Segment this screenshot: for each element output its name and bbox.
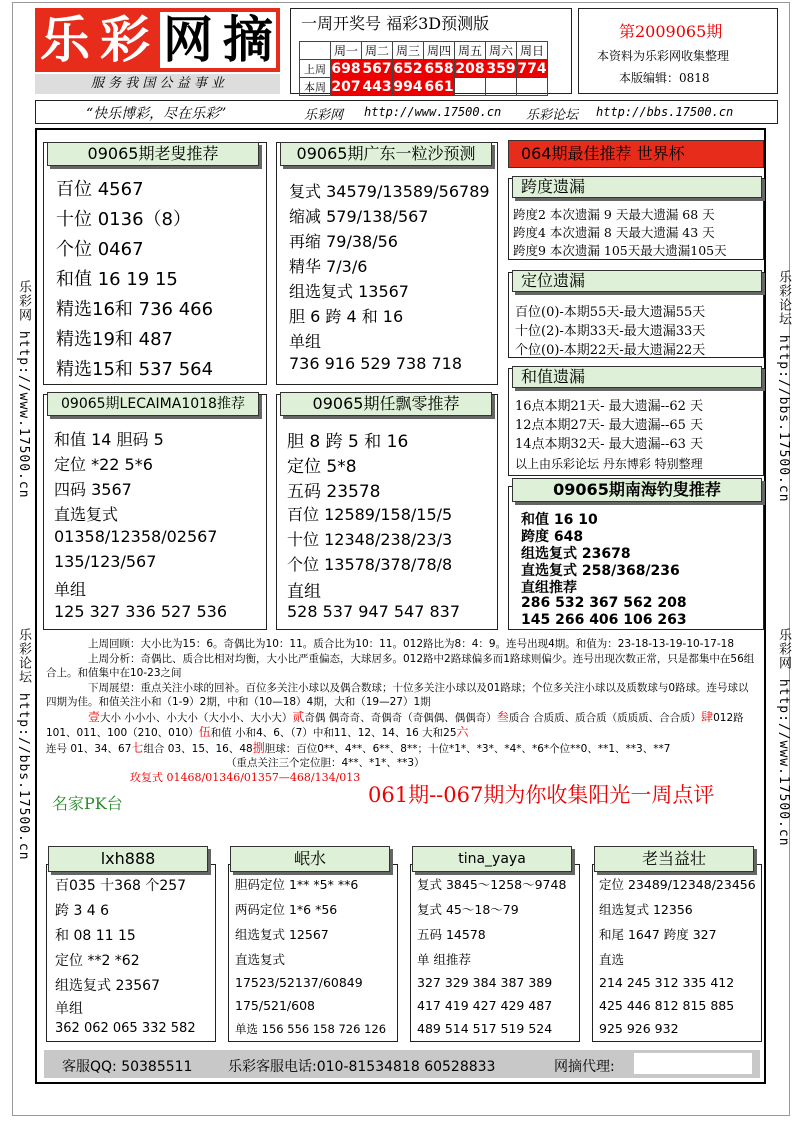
pk-line: 327 329 384 387 389 <box>417 975 553 990</box>
agent-field[interactable] <box>634 1053 752 1074</box>
pk-line: 425 446 812 815 885 <box>599 998 735 1013</box>
pk-line: 跨 3 4 6 <box>55 903 110 919</box>
pk-section-title: 名家PK台 <box>52 794 123 813</box>
pk-name-lxh888: lxh888 <box>48 846 208 872</box>
day-header: 周二 <box>362 42 393 60</box>
slogan <box>35 74 280 94</box>
outlook-detail <box>46 710 758 741</box>
footer-agent: 网摘代理: <box>554 1059 615 1075</box>
laosou-line: 百位 4567 <box>56 179 144 200</box>
side-text-left-bottom: 乐彩论坛 http://bbs.17500.cn <box>16 628 31 861</box>
lecaima-line: 四码 3567 <box>54 480 132 499</box>
forum-label[interactable]: 乐彩论坛 <box>526 108 579 123</box>
pk-line: 复式 3845～1258～9748 <box>417 877 567 892</box>
pk-col-lxh888 <box>46 864 216 1042</box>
marker-2: 贰 <box>292 709 305 724</box>
pk-col-laodang <box>592 864 762 1042</box>
kuadu-line: 跨度4 本次遗漏 8 天最大遗漏 43 天 <box>513 225 715 240</box>
guangdong-line: 再缩 79/38/56 <box>289 232 398 251</box>
guangdong-line: 精华 7/3/6 <box>289 257 368 276</box>
editor: 本版编辑：0818 <box>619 71 710 85</box>
outlook-focus: （重点关注三个定位胆：4**、*1*、**3） <box>226 757 425 769</box>
outlook-lianhao: 连号 01、34、67 <box>46 742 132 755</box>
nanhai-line: 145 266 406 106 263 <box>521 612 687 628</box>
footer-phone: 乐彩客服电话:010-81534818 60528833 <box>228 1059 496 1075</box>
renpiao-line: 十位 12348/238/23/3 <box>287 530 453 549</box>
pk-line: 组选复式 12567 <box>235 927 329 942</box>
laosou-line: 精选16和 736 466 <box>56 299 214 320</box>
marker-7: 七 <box>131 740 144 755</box>
draw-number: 652 <box>393 60 423 77</box>
site-url[interactable]: http://www.17500.cn <box>364 105 502 119</box>
row-label: 本周 <box>300 78 331 96</box>
marker-8: 捌 <box>252 740 265 755</box>
day-header: 周三 <box>393 42 424 60</box>
renpiao-line: 五码 23578 <box>287 482 381 502</box>
hezhi-line: 16点本期21天- 最大遗漏--62 天 <box>515 399 704 414</box>
pk-banner: 061期--067期为你收集阳光一周点评 <box>368 783 715 807</box>
marker-6: 六 <box>456 725 469 739</box>
guangdong-line: 736 916 529 738 718 <box>289 354 463 373</box>
dingwei-line: 十位(2)-本期33天-最大遗漏33天 <box>515 324 706 339</box>
hezhi-title: 和值遗漏 <box>512 366 762 388</box>
draw-number: 994 <box>393 78 423 95</box>
day-header: 周五 <box>455 42 486 60</box>
logo-char-1: 乐 <box>40 11 90 69</box>
laosou-line: 十位 0136（8） <box>56 209 191 230</box>
outlook-jiou: 奇偶 偶奇奇、奇偶奇（奇偶偶、偶偶奇） <box>304 711 497 724</box>
analysis-text: 上周分析：奇偶比、质合比相对均衡，大小比严重偏态，大球居多。012路中2路球偏多而1路球则偏少。连号出现次数正常，只是都集中在56组合上。和值集中在10-23之间 <box>46 652 755 679</box>
draw-number: 207 <box>331 78 361 95</box>
pk-line: 定位 **2 *62 <box>55 953 140 969</box>
nanhai-box <box>508 486 764 630</box>
pk-col-tina <box>410 864 580 1042</box>
marker-3: 叁 <box>496 709 509 724</box>
weekly-draw-panel <box>290 8 572 94</box>
draw-number: 658 <box>424 60 454 77</box>
row-label: 上周 <box>300 60 331 78</box>
renpiao-line: 528 537 947 547 837 <box>287 602 461 621</box>
kuadu-line: 跨度2 本次遗漏 9 天最大遗漏 68 天 <box>513 207 715 222</box>
draw-number: 567 <box>362 60 392 77</box>
pk-line: 17523/52137/60849 <box>235 975 363 990</box>
kuadu-title: 跨度遗漏 <box>512 176 762 198</box>
draw-number: 774 <box>517 60 547 77</box>
renpiao-line: 百位 12589/158/15/5 <box>287 505 453 524</box>
guangdong-line: 缩减 579/138/567 <box>289 207 429 226</box>
pk-line: 百035 十368 个257 <box>55 878 187 894</box>
pk-name-tina: tina_yaya <box>412 846 572 872</box>
draw-number-empty <box>486 78 517 96</box>
outlook-zuhe: 组合 03、15、16、48 <box>143 742 253 755</box>
dingwei-line: 百位(0)-本期55天-最大遗漏55天 <box>515 305 706 320</box>
logo-char-4: 摘 <box>223 11 273 69</box>
draw-number-empty <box>517 78 548 96</box>
motto: “快乐博彩，尽在乐彩” <box>86 106 227 122</box>
footer-bar <box>44 1050 760 1078</box>
pk-line: 和 08 11 15 <box>55 928 136 944</box>
pk-line: 单 组推荐 <box>417 952 471 967</box>
tagline-bar <box>35 100 778 124</box>
logo-char-2: 彩 <box>100 11 150 69</box>
marker-5: 伍 <box>198 725 211 739</box>
kuadu-line: 跨度9 本次遗漏 105天最大遗漏105天 <box>513 243 727 258</box>
pk-name-minshui: 岷水 <box>230 846 390 872</box>
draw-number: 208 <box>455 60 485 77</box>
pk-col-minshui <box>228 864 398 1042</box>
best-title: 064期最佳推荐 世界杯 <box>508 140 764 168</box>
outlook-text: 下周展望：重点关注小球的回补。百位多关注小球以及偶合数球；十位多关注小球以及01路球；个位多关注小球以及质数球与0路球。连号球以四期为佳。和值关注小和（1-9）2期，中和（10—18）4期，大和（19—27）1期 <box>46 681 749 708</box>
pk-line: 定位 23489/12348/23456 <box>599 877 756 892</box>
slogan-text: 服 务 我 国 公 益 事 业 <box>91 76 224 91</box>
pk-line: 单组 <box>55 1001 83 1017</box>
forum-url[interactable]: http://bbs.17500.cn <box>596 105 734 119</box>
pk-line: 直选复式 <box>235 952 286 967</box>
weekly-table <box>299 41 548 96</box>
weekly-title: 一周开奖号 福彩3D预测版 <box>301 14 490 33</box>
renpiao-line: 胆 8 跨 5 和 16 <box>287 432 409 452</box>
guangdong-box <box>276 142 498 385</box>
laosou-line: 精选19和 487 <box>56 329 173 350</box>
pk-name-laodang: 老当益壮 <box>594 846 754 872</box>
day-header: 周日 <box>517 42 548 60</box>
laosou-line: 个位 0467 <box>56 239 144 260</box>
pk-line: 组选复式 23567 <box>55 978 160 994</box>
nanhai-line: 直选复式 258/368/236 <box>521 563 680 579</box>
laosou-box <box>43 142 267 385</box>
draw-number: 698 <box>331 60 361 77</box>
outlook-detail-2 <box>46 741 758 757</box>
pk-line: 175/521/608 <box>235 998 315 1013</box>
renpiao-box <box>276 394 498 630</box>
lecaima-line: 和值 14 胆码 5 <box>54 430 164 449</box>
pk-line: 直选 <box>599 952 625 967</box>
lecaima-box <box>43 394 267 630</box>
renpiao-line: 个位 13578/378/78/8 <box>287 555 453 574</box>
laosou-line: 精选15和 537 564 <box>56 359 214 380</box>
renpiao-line: 定位 5*8 <box>287 457 357 477</box>
outlook-012: 012路 101、011、100（210、010） <box>46 711 744 739</box>
nanhai-line: 和值 16 10 <box>521 512 598 528</box>
pk-line: 417 419 427 429 487 <box>417 998 553 1013</box>
mei-fushi: 玫复式 01468/01346/01357—468/134/013 <box>130 770 361 784</box>
side-text-left-top: 乐彩网 http://www.17500.cn <box>16 280 31 499</box>
logo <box>35 8 280 72</box>
guangdong-line: 组选复式 13567 <box>289 282 409 301</box>
lecaima-line: 01358/12358/02567 <box>54 527 218 546</box>
pk-line: 925 926 932 <box>599 1021 679 1036</box>
nanhai-line: 286 532 367 562 208 <box>521 595 687 611</box>
pk-line: 单选 156 556 158 726 126 <box>235 1022 387 1036</box>
lecaima-line: 单组 <box>54 580 87 599</box>
logo-char-3: 网 <box>163 11 213 69</box>
marker-4: 肆 <box>701 709 714 724</box>
day-header: 周一 <box>331 42 362 60</box>
day-header: 周六 <box>486 42 517 60</box>
draw-number: 443 <box>362 78 392 95</box>
side-text-right-bottom: 乐彩网 http://www.17500.cn <box>776 628 791 847</box>
review-text: 上周回顾：大小比为15：6。奇偶比为10：11。质合比为10：11。012路比为8：4：9。连号出现4期。和值为：23-18-13-19-10-17-18 <box>88 638 735 650</box>
guangdong-line: 胆 6 跨 4 和 16 <box>289 307 404 326</box>
nanhai-line: 跨度 648 <box>521 529 584 545</box>
source-note: 本资料为乐彩网收集整理 <box>597 49 730 63</box>
period-number: 第2009065期 <box>619 22 723 41</box>
pk-line: 复式 45～18～79 <box>417 902 519 917</box>
site-label[interactable]: 乐彩网 <box>304 108 344 123</box>
pk-line: 214 245 312 335 412 <box>599 975 735 990</box>
draw-number-empty <box>455 78 486 96</box>
lecaima-line: 直选复式 <box>54 505 119 524</box>
draw-number: 359 <box>486 60 516 77</box>
hezhi-line: 14点本期32天- 最大遗漏--63 天 <box>515 437 704 452</box>
outlook-hezhi: 和值 小和4、6、（7）中和11、12、14、16 大和25 <box>210 727 457 739</box>
pk-line: 五码 14578 <box>417 927 486 942</box>
laosou-title: 09065期老叟推荐 <box>47 142 259 166</box>
pk-line: 和尾 1647 跨度 327 <box>599 927 717 942</box>
marker-1: 壹 <box>88 709 101 724</box>
lecaima-title: 09065期LECAIMA1018推荐 <box>47 392 259 416</box>
guangdong-line: 单组 <box>289 332 322 351</box>
pk-line: 胆码定位 1** *5* **6 <box>235 877 359 892</box>
outlook-danqiu: 胆球：百位0**、4**、6**、8**；十位*1*、*3*、*4*、*6*个位**0、**1、**3、**7 <box>264 742 671 755</box>
hezhi-line: 12点本期27天- 最大遗漏--65 天 <box>515 418 704 433</box>
nanhai-line: 直组推荐 <box>521 580 577 596</box>
lecaima-line: 125 327 336 527 536 <box>54 602 228 621</box>
guangdong-line: 复式 34579/13589/56789 <box>289 182 490 201</box>
renpiao-line: 直组 <box>287 582 321 602</box>
analysis-block <box>46 637 758 785</box>
guangdong-title: 09065期广东一粒沙预测 <box>280 142 492 166</box>
outlook-daxiao: 大小 小小小、小大小（大小小、大小大） <box>100 711 293 724</box>
side-text-right-top: 乐彩论坛 http://bbs.17500.cn <box>776 270 791 503</box>
pk-line: 362 062 065 332 582 <box>55 1021 196 1036</box>
nanhai-title: 09065期南海钓叟推荐 <box>512 478 762 502</box>
footer-qq: 客服QQ: 50385511 <box>62 1059 193 1075</box>
nanhai-line: 组选复式 23678 <box>521 546 631 562</box>
period-panel <box>578 8 778 94</box>
pk-line: 489 514 517 519 524 <box>417 1021 553 1036</box>
pk-line: 两码定位 1*6 *56 <box>235 902 338 917</box>
dingwei-line: 个位(0)-本期22天-最大遗漏22天 <box>515 343 706 358</box>
outlook-zhihe: 质合 合质质、质合质（质质质、合合质） <box>508 711 702 724</box>
laosou-line: 和值 16 19 15 <box>56 269 178 290</box>
draw-number: 661 <box>424 78 454 95</box>
dingwei-title: 定位遗漏 <box>512 270 762 292</box>
day-header: 周四 <box>424 42 455 60</box>
hezhi-credit: 以上由乐彩论坛 丹东博彩 特别整理 <box>515 457 703 471</box>
lecaima-line: 定位 *22 5*6 <box>54 455 153 474</box>
renpiao-title: 09065期任飘零推荐 <box>280 392 492 416</box>
pk-line: 组选复式 12356 <box>599 902 693 917</box>
lecaima-line: 135/123/567 <box>54 552 157 571</box>
